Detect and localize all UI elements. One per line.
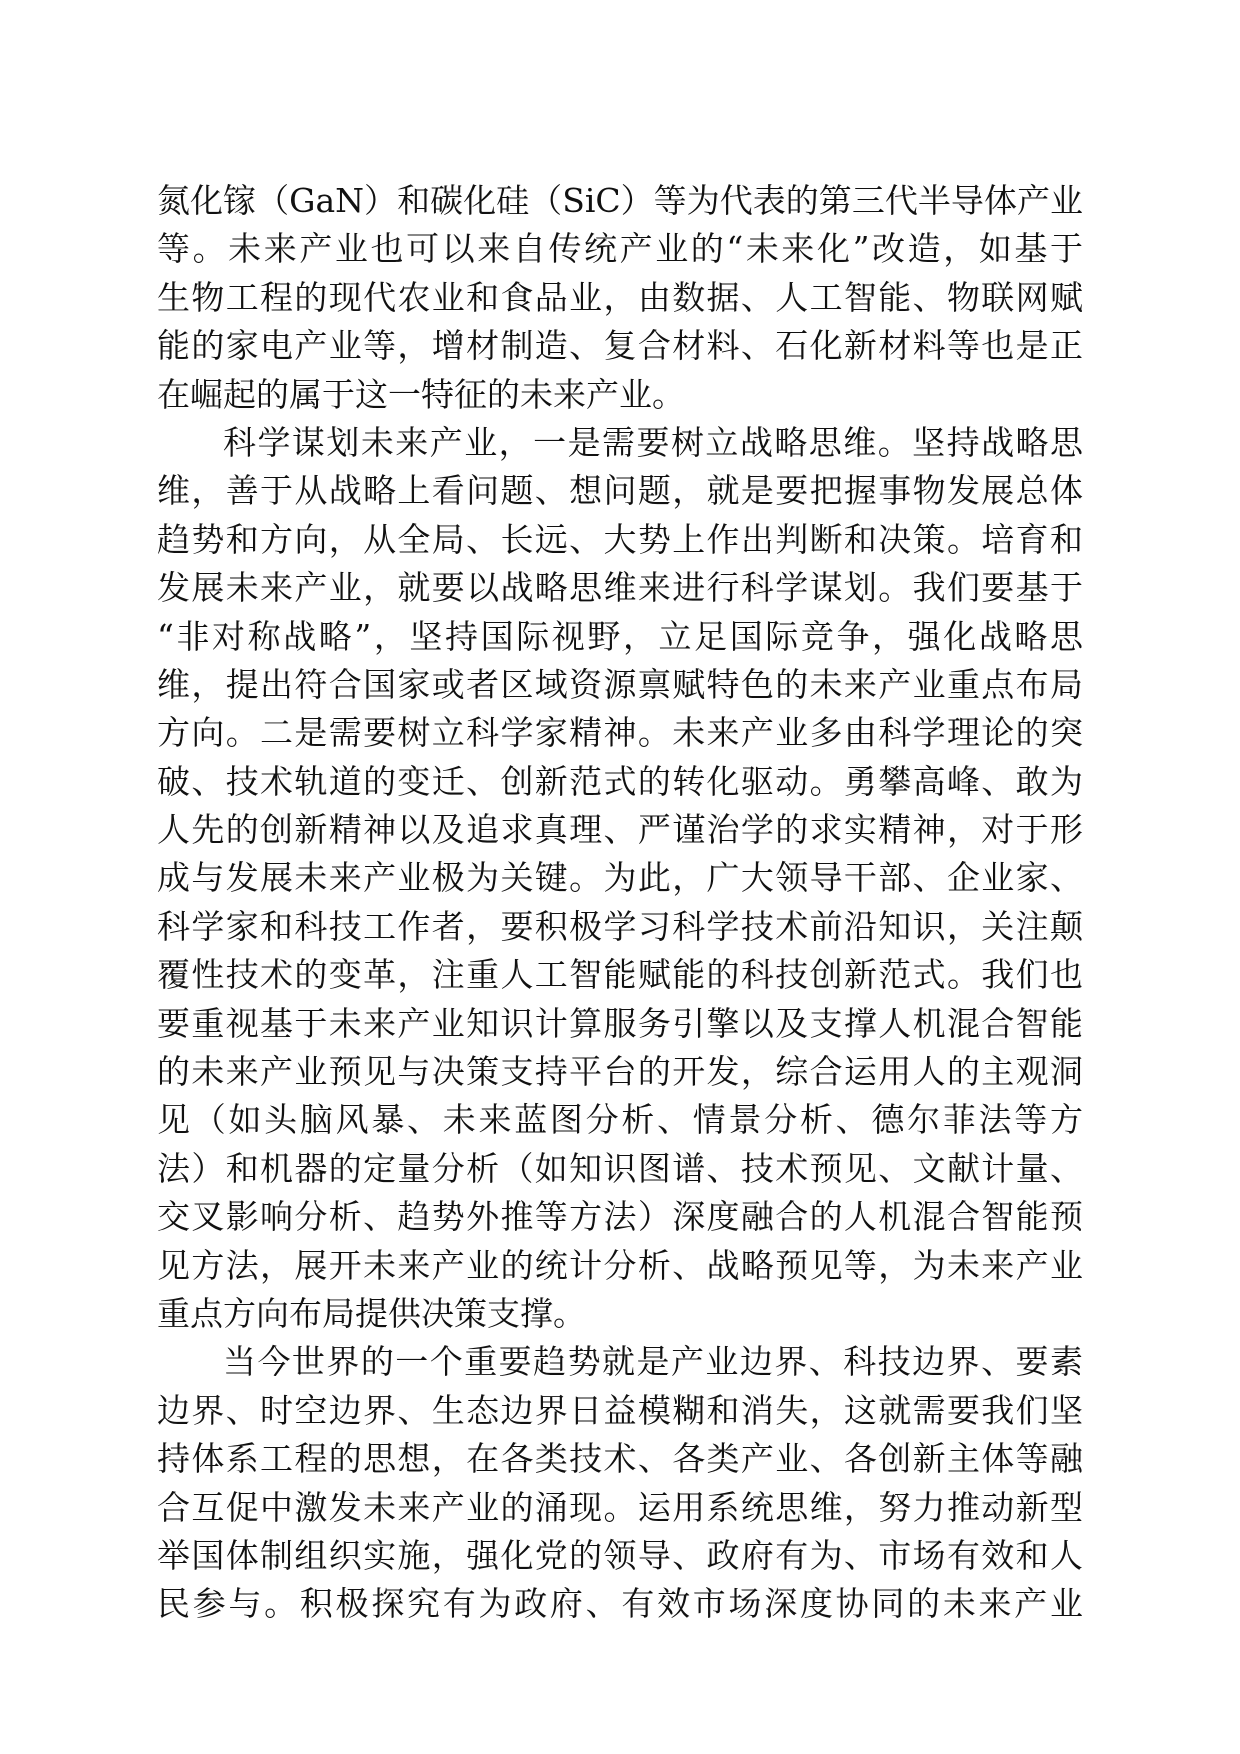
text-line: 在崛起的属于这一特征的未来产业。 [157, 374, 685, 414]
text-line: 成与发展未来产业极为关键。为此，广大领导干部、企业家、 [157, 858, 1083, 898]
text-line: 法）和机器的定量分析（如知识图谱、技术预见、文献计量、 [157, 1148, 1083, 1188]
paragraph [157, 177, 1083, 419]
text-line: 维，善于从战略上看问题、想问题，就是要把握事物发展总体 [157, 471, 1083, 511]
text-line: 破、技术轨道的变迁、创新范式的转化驱动。勇攀高峰、敢为 [157, 761, 1083, 801]
text-line: 要重视基于未来产业知识计算服务引擎以及支撑人机混合智能 [157, 1003, 1083, 1043]
text-line: 重点方向布局提供决策支撑。 [157, 1293, 586, 1333]
text-line: “非对称战略”，坚持国际视野，立足国际竞争，强化战略思 [157, 616, 1083, 656]
body-text [157, 177, 1083, 1629]
text-line: 方向。二是需要树立科学家精神。未来产业多由科学理论的突 [157, 713, 1083, 753]
paragraph [157, 1338, 1083, 1628]
text-line: 民参与。积极探究有为政府、有效市场深度协同的未来产业 [157, 1584, 1083, 1624]
text-line: 持体系工程的思想，在各类技术、各类产业、各创新主体等融 [157, 1439, 1083, 1479]
text-line: 合互促中激发未来产业的涌现。运用系统思维，努力推动新型 [157, 1487, 1083, 1527]
text-line: 科学家和科技工作者，要积极学习科学技术前沿知识，关注颠 [157, 906, 1083, 946]
text-line: 发展未来产业，就要以战略思维来进行科学谋划。我们要基于 [157, 568, 1083, 608]
text-line: 维，提出符合国家或者区域资源禀赋特色的未来产业重点布局 [157, 664, 1083, 704]
text-line: 见（如头脑风暴、未来蓝图分析、情景分析、德尔菲法等方 [157, 1100, 1083, 1140]
text-line: 能的家电产业等，增材制造、复合材料、石化新材料等也是正 [157, 326, 1083, 366]
text-line: 当今世界的一个重要趋势就是产业边界、科技边界、要素 [223, 1342, 1083, 1382]
text-line: 交叉影响分析、趋势外推等方法）深度融合的人机混合智能预 [157, 1197, 1083, 1237]
text-line: 见方法，展开未来产业的统计分析、战略预见等，为未来产业 [157, 1245, 1083, 1285]
text-line: 生物工程的现代农业和食品业，由数据、人工智能、物联网赋 [157, 277, 1083, 317]
text-line: 边界、时空边界、生态边界日益模糊和消失，这就需要我们坚 [157, 1390, 1083, 1430]
text-line: 覆性技术的变革，注重人工智能赋能的科技创新范式。我们也 [157, 955, 1083, 995]
text-line: 氮化镓（GaN）和碳化硅（SiC）等为代表的第三代半导体产业 [157, 181, 1083, 220]
text-line: 人先的创新精神以及追求真理、严谨治学的求实精神，对于形 [157, 810, 1083, 850]
text-line: 科学谋划未来产业，一是需要树立战略思维。坚持战略思 [223, 422, 1083, 462]
paragraph [157, 419, 1083, 1338]
text-line: 的未来产业预见与决策支持平台的开发，综合运用人的主观洞 [157, 1052, 1083, 1092]
text-line: 趋势和方向，从全局、长远、大势上作出判断和决策。培育和 [157, 519, 1083, 559]
text-line: 举国体制组织实施，强化党的领导、政府有为、市场有效和人 [157, 1535, 1083, 1575]
text-line: 等。未来产业也可以来自传统产业的“未来化”改造，如基于 [157, 229, 1083, 269]
